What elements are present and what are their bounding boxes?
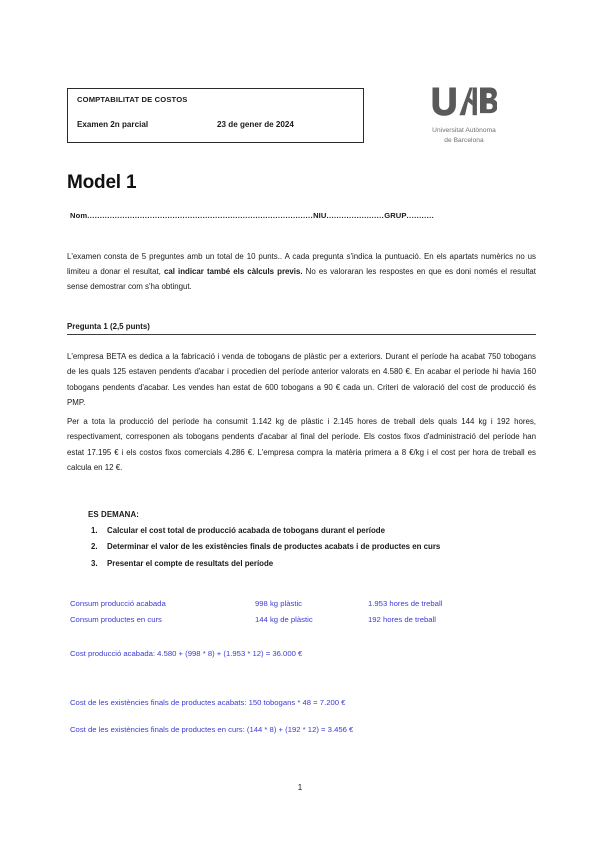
grup-label: GRUP <box>384 211 407 220</box>
exam-meta-row <box>77 121 359 129</box>
question-paragraph-1: L'empresa BETA es dedica a la fabricació i venda de tobogans de plàstic per a exteriors. Durant el període ha acabat 750 tobogans de les quals 125 estaven pendents d'acabar i procedien del període anterior valorats en 4.580 €. En acabar el període hi havia 160 tobogans pendents d'acabar. Les vendes han estat de 600 tobogans a 90 € cada un. Criteri de valoració del cost de producció és PMP. <box>67 352 536 407</box>
instructions-emphasis: cal indicar també els càlculs previs. <box>163 267 303 277</box>
page-title: Model 1 <box>67 172 137 193</box>
requirement-number: 2. <box>91 542 98 552</box>
instructions-part-1: L'examen consta de 5 preguntes amb un total de 10 punts.. A cada pregunta s'indica la puntuació. En els apartats numèrics no us limiteu a donar el resultat, <box>67 252 536 277</box>
requirement-number: 3. <box>91 558 98 568</box>
answer-consumption-table <box>70 600 536 632</box>
exam-instructions <box>67 249 536 295</box>
grup-dots[interactable]: ........... <box>406 211 435 220</box>
table-row <box>70 616 536 624</box>
uab-logo-subtitle-line1: Universitat Autònoma <box>432 127 496 134</box>
niu-dots[interactable]: ....................... <box>326 211 385 220</box>
uab-logo <box>404 86 524 145</box>
consumption-labour: 1.953 hores de treball <box>368 599 443 608</box>
requirement-text: Determinar el valor de les existències finals de productes acabats i de productes en curs <box>107 542 441 552</box>
consumption-labour: 192 hores de treball <box>368 614 436 624</box>
consumption-label: Consum productes en curs <box>70 614 162 624</box>
requirement-number: 1. <box>91 526 98 535</box>
requirement-text: Presentar el compte de resultats del període <box>107 558 274 568</box>
answer-final-work-in-progress: Cost de les existències finals de productes en curs: (144 * 8) + (192 * 12) = 3.456 € <box>70 725 354 734</box>
course-title: COMPTABILITAT DE COSTOS <box>77 95 188 104</box>
question-paragraph-2: Per a tota la producció del període ha consumit 1.142 kg de plàstic i 2.145 hores de treball dels quals 144 kg i 192 hores, respectivament, corresponen als tobogans pendents d'acabar al final del període. Els costos fixos d'administració del període han estat 17.195 € i els costos fixos comercials 4.286 €. L'empresa compra la matèria primera a 8 €/kg i el cost per hora de treball es calcula en 12 €. <box>67 417 536 472</box>
nom-dots[interactable]: .......................................................................................... <box>87 211 314 220</box>
requirements-title: ES DEMANA: <box>88 510 139 519</box>
question-heading: Pregunta 1 (2,5 punts) <box>67 322 150 331</box>
answer-final-finished-goods: Cost de les existències finals de productes acabats: 150 tobogans * 48 = 7.200 € <box>70 698 346 707</box>
requirement-item <box>88 542 536 552</box>
consumption-material: 998 kg plàstic <box>255 599 303 608</box>
document-header <box>0 86 600 148</box>
page-number: 1 <box>297 783 303 792</box>
consumption-material: 144 kg de plàstic <box>255 614 313 624</box>
requirement-item <box>88 526 536 536</box>
requirements-block <box>88 510 536 575</box>
exam-info-box <box>67 88 364 143</box>
nom-label: Nom <box>70 211 88 220</box>
exam-date: 23 de gener de 2024 <box>217 120 294 129</box>
consumption-label: Consum producció acabada <box>70 599 166 608</box>
table-row <box>70 600 536 608</box>
requirement-item <box>88 559 536 569</box>
requirement-text: Calcular el cost total de producció acabada de tobogans durant el període <box>107 526 385 535</box>
uab-logo-subtitle <box>404 126 524 145</box>
instructions-part-2: No es valoraran les respostes en que es doni només el resultat sense demostrar com s'ha obtingut. <box>67 267 536 292</box>
answer-cost-finished-production: Cost producció acabada: 4.580 + (998 * 8) + (1.953 * 12) = 36.000 € <box>70 649 303 658</box>
uab-wordmark-icon <box>431 86 497 116</box>
niu-label: NIU <box>313 211 327 220</box>
exam-label: Examen 2n parcial <box>77 120 149 129</box>
question-heading-block <box>67 322 536 335</box>
heading-rule <box>67 334 536 335</box>
uab-logo-subtitle-line2: de Barcelona <box>444 136 484 144</box>
identity-line <box>70 211 536 220</box>
